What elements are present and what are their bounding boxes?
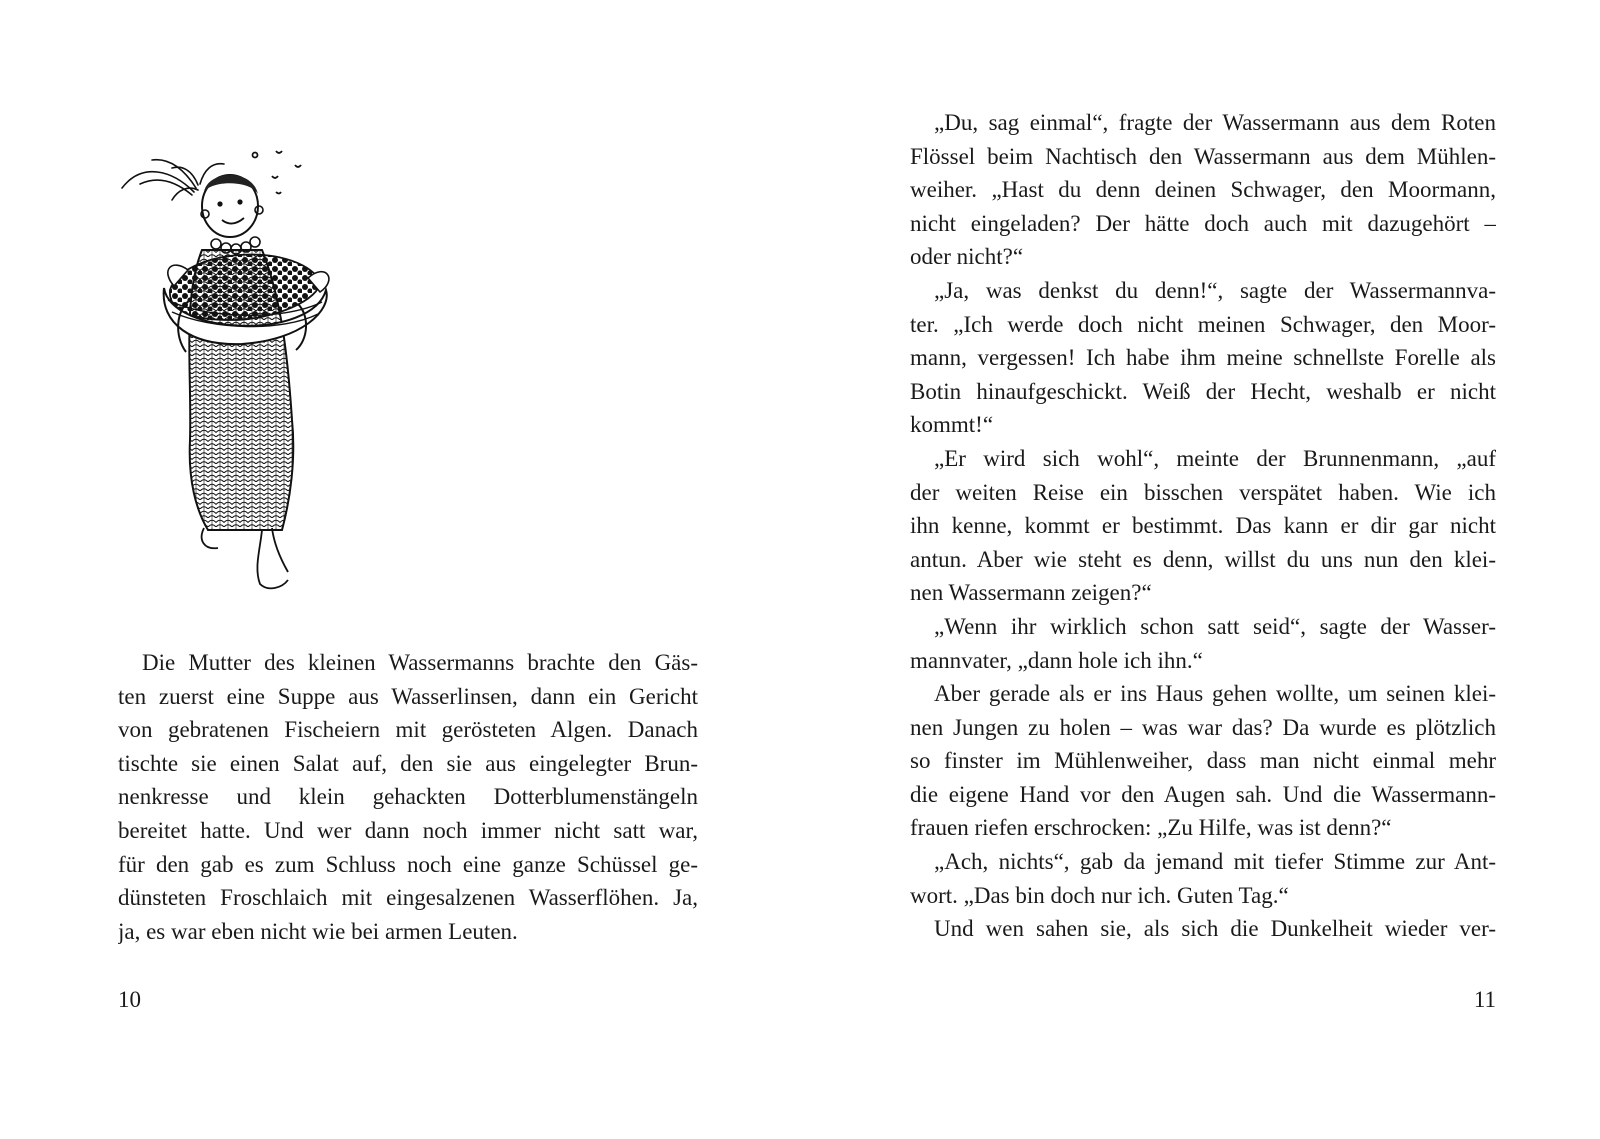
text-line: von gebratenen Fischeiern mit gerösteten Algen. Danach [118, 717, 698, 743]
text-line: nenkresse und klein gehackten Dotterblumenstängeln [118, 784, 698, 810]
text-line: ten zuerst eine Suppe aus Wasserlinsen, dann ein Gericht [118, 683, 698, 709]
text-line: für den gab es zum Schluss noch eine ganze Schüssel ge- [118, 851, 698, 877]
text-line: nicht eingeladen? Der hätte doch auch mit dazugehört – [910, 210, 1496, 236]
text-line: ihn kenne, kommt er bestimmt. Das kann er dir gar nicht [910, 513, 1496, 539]
text-line: Flössel beim Nachtisch den Wassermann aus dem Mühlen- [910, 143, 1496, 169]
page-number-left: 10 [118, 987, 141, 1012]
text-line: tischte sie einen Salat auf, den sie aus eingelegter Brun- [118, 750, 698, 776]
right-page [800, 0, 1600, 1139]
text-line: ter. „Ich werde doch nicht meinen Schwager, den Moor- [910, 311, 1496, 337]
text-line: kommt!“ [910, 412, 994, 438]
text-line: mannvater, „dann hole ich ihn.“ [910, 647, 1203, 673]
text-line: Die Mutter des kleinen Wassermanns brachte den Gäs- [142, 650, 698, 675]
text-line: wort. „Das bin doch nur ich. Guten Tag.“ [910, 882, 1289, 908]
text-line: „Ach, nichts“, gab da jemand mit tiefer Stimme zur Ant- [934, 849, 1496, 875]
text-line: ja, es war eben nicht wie bei armen Leuten. [118, 918, 518, 944]
text-line: „Ja, was denkst du denn!“, sagte der Wassermannva- [934, 277, 1496, 303]
text-line: Und wen sahen sie, als sich die Dunkelheit wieder ver- [934, 916, 1496, 942]
text-line: weiher. „Hast du denn deinen Schwager, den Moormann, [910, 177, 1496, 203]
text-line: so finster im Mühlenweiher, dass man nicht einmal mehr [910, 748, 1496, 774]
left-page-paragraph [118, 646, 698, 948]
text-line: Botin hinaufgeschickt. Weiß der Hecht, weshalb er nicht [910, 378, 1496, 404]
right-page-text [910, 106, 1496, 946]
text-line: „Wenn ihr wirklich schon satt seid“, sagte der Wasser- [934, 613, 1496, 639]
text-line: bereitet hatte. Und wer dann noch immer nicht satt war, [118, 817, 698, 843]
text-line: dünsteten Froschlaich mit eingesalzenen Wasserflöhen. Ja, [118, 885, 698, 911]
text-line: „Er wird sich wohl“, meinte der Brunnenmann, „auf [934, 445, 1496, 471]
page-number-right: 11 [1473, 987, 1496, 1012]
text-line: nen Jungen zu holen – was war das? Da wurde es plötzlich [910, 714, 1496, 740]
illustration-woman-with-bowl [112, 140, 352, 600]
text-line: „Du, sag einmal“, fragte der Wassermann aus dem Roten [934, 110, 1496, 135]
text-line: Aber gerade als er ins Haus gehen wollte, um seinen klei- [934, 681, 1496, 707]
text-line: frauen riefen erschrocken: „Zu Hilfe, was ist denn?“ [910, 815, 1392, 841]
text-line: der weiten Reise ein bisschen verspätet haben. Wie ich [910, 479, 1496, 505]
text-line: oder nicht?“ [910, 244, 1024, 270]
text-line: mann, vergessen! Ich habe ihm meine schnellste Forelle als [910, 345, 1496, 371]
text-line: die eigene Hand vor den Augen sah. Und die Wassermann- [910, 781, 1496, 807]
text-line: antun. Aber wie steht es denn, willst du uns nun den klei- [910, 546, 1496, 572]
text-line: nen Wassermann zeigen?“ [910, 580, 1152, 606]
